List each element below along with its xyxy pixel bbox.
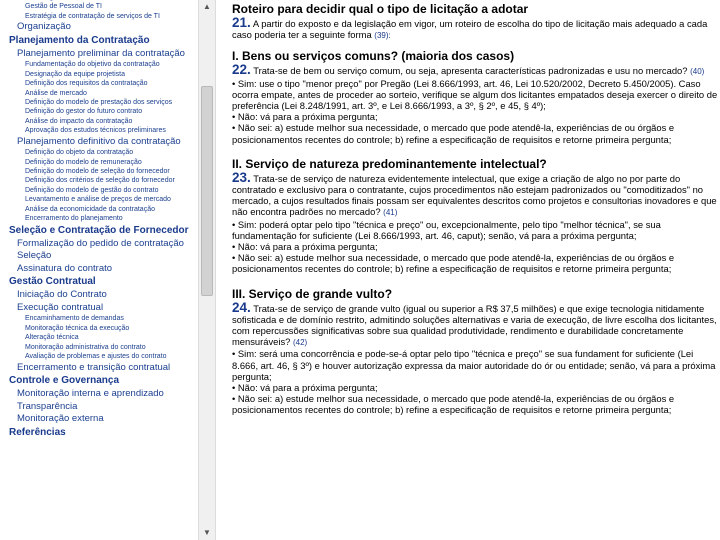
toc-item-topic[interactable]: Avaliação de problemas e ajustes do contrato [25,353,167,361]
toc-item-subsection[interactable]: Formalização do pedido de contratação [17,237,184,249]
bullet-yes: • Sim: poderá optar pelo tipo "técnica e preço" ou, excepcionalmente, pelo tipo "melhor técnica", se sua fundamentação for suficiente (Lei 8.666/1993, art. 46, caput); senão, vá para a próxima pergunta; [232,218,661,241]
paragraph-22 [232,64,718,77]
bullet-dont-know: • Não sei: a) estude melhor sua necessidade, o mercado que pode atendê-la, experiências de ou órgãos e posicionamentos recentes do controle; b) refine a especificação de requisitos e retorne primeira pergunta; [232,252,675,275]
toc-item-topic[interactable]: Definição do modelo de remuneração [25,158,142,166]
paragraph-21 [232,17,718,41]
toc-item-topic[interactable]: Aprovação dos estudos técnicos preliminares [25,127,166,135]
toc-item-topic[interactable]: Levantamento e análise de preços de mercado [25,196,171,204]
bullet-no: • Não: vá para a próxima pergunta; [232,111,378,123]
toc-item-topic[interactable]: Definição do objeto da contratação [25,149,134,157]
paragraph-number: 23. [232,169,251,185]
toc-item-topic[interactable]: Definição do modelo de seleção do fornecedor [25,168,170,176]
bullet-dont-know: • Não sei: a) estude melhor sua necessidade, o mercado que pode atendê-la, experiências de ou órgãos e posicionamentos recentes do controle; b) refine a especificação de requisitos e retorne primeira pergunta; [232,122,675,145]
paragraph-23 [232,169,718,219]
paragraph-number: 24. [232,299,251,315]
toc-item-subsection[interactable]: Iniciação do Contrato [17,289,107,301]
scroll-up-icon[interactable]: ▲ [203,2,211,11]
section-heading-3: III. Serviço de grande vulto? [232,286,393,301]
toc-item-subsection[interactable]: Execução contratual [17,301,104,313]
toc-item-topic[interactable]: Designação da equipe projetista [25,70,126,78]
toc-item-topic[interactable]: Gestão de Pessoal de TI [25,3,102,11]
toc-item-section[interactable]: Referências [9,426,66,438]
toc-item-subsection[interactable]: Assinatura do contrato [17,262,113,274]
section-heading-1: I. Bens ou serviços comuns? (maioria dos casos) [232,49,515,64]
paragraph-text: Trata-se de serviço de natureza evidentemente intelectual, que exige a criação de algo no por parte do contratado e exclusivo para o contratante, cujos procedimentos não estejam padronizados ou "comoditizados" no mercado, a cujos resultados finais possam ser equivalentes descritos como projetos e consultorias inovadores e que não encontra padrões no mercado? [232,172,717,218]
toc-item-subsection[interactable]: Seleção [17,250,52,262]
toc-item-section[interactable]: Seleção e Contratação de Fornecedor [9,224,189,236]
toc-item-subsection[interactable]: Transparência [17,400,78,412]
toc-item-topic[interactable]: Estratégia de contratação de serviços de TI [25,12,160,20]
scroll-down-icon[interactable]: ▼ [203,528,211,537]
footnote-link[interactable]: (42) [292,338,308,348]
toc-item-topic[interactable]: Análise de mercado [25,89,87,97]
section-heading-2: II. Serviço de natureza predominantemente intelectual? [232,156,547,171]
toc-item-subsection[interactable]: Planejamento definitivo da contratação [17,135,181,147]
toc-item-topic[interactable]: Definição dos critérios de seleção do fornecedor [25,177,175,185]
paragraph-number: 22. [232,62,251,78]
paragraph-text: A partir do exposto e da legislação em vigor, um roteiro de escolha do tipo de licitação mais adequado a cada caso poderia ter a seguinte forma [232,18,708,41]
content-pane [232,0,718,540]
toc-item-topic[interactable]: Definição dos requisitos da contratação [25,80,148,88]
paragraph-text: Trata-se de bem ou serviço comum, ou seja, apresenta características padronizadas e usu no mercado? [253,65,688,77]
toc-item-section[interactable]: Planejamento da Contratação [9,34,150,46]
toc-sidebar [0,0,198,540]
toc-item-topic[interactable]: Encerramento do planejamento [25,215,123,223]
footnote-link[interactable]: (39): [374,31,391,41]
scrollbar-thumb[interactable] [201,86,213,296]
toc-item-topic[interactable]: Definição do gestor do futuro contrato [25,108,143,116]
bullet-no: • Não: vá para a próxima pergunta; [232,241,378,253]
toc-list [0,0,198,440]
toc-item-topic[interactable]: Encaminhamento de demandas [25,315,124,323]
toc-item-topic[interactable]: Definição do modelo de gestão do contrato [25,186,159,194]
toc-item-topic[interactable]: Definição do modelo de prestação dos serviços [25,99,173,107]
toc-item-subsection[interactable]: Monitoração externa [17,413,104,425]
bullet-no: • Não: vá para a próxima pergunta; [232,382,378,394]
bullet-yes: • Sim: use o tipo "menor preço" por Pregão (Lei 8.666/1993, art. 46, Lei 10.520/2002, Decreto 5.450/2005). Caso ocorra empate, antes de proceder ao sorteio, verifique se algum dos licitantes empatados deseja exercer o direito de preferência (Lei 8.248/1991, art. 3º, e Lei 8.666/1993, a 3º, § 2º, e 45, § 4º); [232,77,718,112]
toc-item-subsection[interactable]: Encerramento e transição contratual [17,361,171,373]
paragraph-text: Trata-se de serviço de grande vulto (igual ou superior a R$ 37,5 milhões) e que exige tecnologia nitidamente sofisticada e de domínio restrito, admitindo soluções alternativas e varia de execução, de livre escolha dos licitantes, com repercussões significativas sobre sua qualidad produtividade, rendimento e durabilidade concretamente mensuráveis? [232,302,717,348]
toc-item-subsection[interactable]: Monitoração interna e aprendizado [17,388,164,400]
footnote-link[interactable]: (41) [383,208,398,218]
toc-item-section[interactable]: Controle e Governança [9,375,120,387]
toc-item-section[interactable]: Gestão Contratual [9,276,96,288]
toc-item-subsection[interactable]: Organização [17,21,71,33]
toc-item-topic[interactable]: Monitoração técnica da execução [25,324,130,332]
paragraph-number: 21. [232,15,251,30]
toc-item-subsection[interactable]: Planejamento preliminar da contratação [17,47,185,59]
page-title: Roteiro para decidir qual o tipo de licitação a adotar [232,2,529,16]
bullet-yes: • Sim: será uma concorrência e pode-se-á optar pelo tipo "técnica e preço" se sua fundament for suficiente (Lei 8.666, art. 46, § 3º) e houver autorização expressa da maior autoridade do ór ou entidade; senão, vá para a próxima pergunta; [232,348,716,382]
sidebar-scrollbar[interactable] [198,0,216,540]
paragraph-24 [232,299,718,349]
toc-item-topic[interactable]: Alteração técnica [25,334,79,342]
footnote-link[interactable]: (40) [690,67,705,77]
toc-item-topic[interactable]: Fundamentação do objetivo da contratação [25,61,160,69]
bullet-dont-know: • Não sei: a) estude melhor sua necessidade, o mercado que pode atendê-la, experiências de ou órgãos e posicionamentos recentes do controle; b) refine a especificação de requisitos e retorne primeira pergunta; [232,393,675,416]
toc-item-topic[interactable]: Análise do impacto da contratação [25,117,133,125]
toc-item-topic[interactable]: Monitoração administrativa do contrato [25,343,146,351]
toc-item-topic[interactable]: Análise da economicidade da contratação [25,205,155,213]
